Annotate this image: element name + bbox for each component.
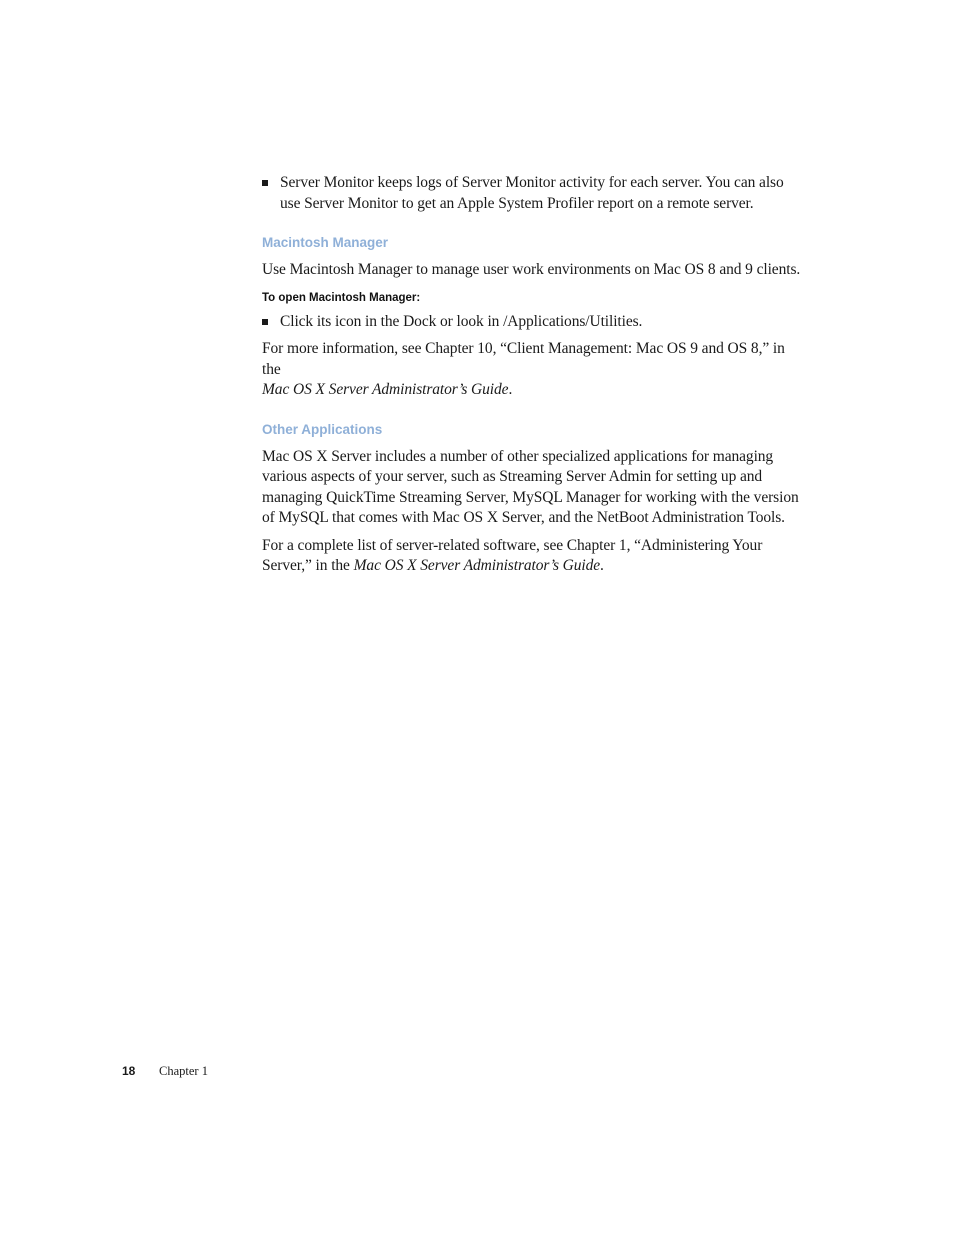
page-footer [122,1063,208,1079]
chapter-label: Chapter 1 [159,1064,208,1078]
paragraph-other-applications: Mac OS X Server includes a number of other specialized applications for managing various aspects of your server, such as Streaming Server Admin for setting up and managing QuickTime Streaming Server, MySQL Manager for working with the version of MySQL that comes with Mac OS X Server, and the NetBoot Administration Tools. [262,447,799,526]
guide-title: Mac OS X Server Administrator’s Guide [262,381,509,398]
more-info-end: . [508,381,513,398]
list-item [262,173,802,214]
paragraph-complete-list [262,536,802,577]
bullet-square-icon [262,180,268,186]
section-heading-macintosh-manager: Macintosh Manager [262,235,389,250]
complete-list-end: . [600,557,604,574]
page-content [262,173,802,577]
page-number: 18 [122,1064,136,1078]
bullet-text: Click its icon in the Dock or look in /Applications/Utilities. [280,312,643,330]
more-info-text: For more information, see Chapter 10, “Client Management: Mac OS 9 and OS 8,” in the [262,340,785,378]
section-heading-other-applications: Other Applications [262,421,383,437]
paragraph-more-info [262,339,802,401]
complete-list-text: For a complete list of server-related software, see Chapter 1, “Administering Your Server,” in the [262,536,763,574]
bullet-text: Server Monitor keeps logs of Server Monitor activity for each server. You can also use Server Monitor to get an Apple System Profiler report on a remote server. [280,174,784,212]
bullet-square-icon [262,319,268,325]
list-item [262,312,802,333]
paragraph-macintosh-manager: Use Macintosh Manager to manage user work environments on Mac OS 8 and 9 clients. [262,261,801,278]
task-heading: To open Macintosh Manager: [262,291,421,304]
guide-title: Mac OS X Server Administrator’s Guide [353,557,601,574]
